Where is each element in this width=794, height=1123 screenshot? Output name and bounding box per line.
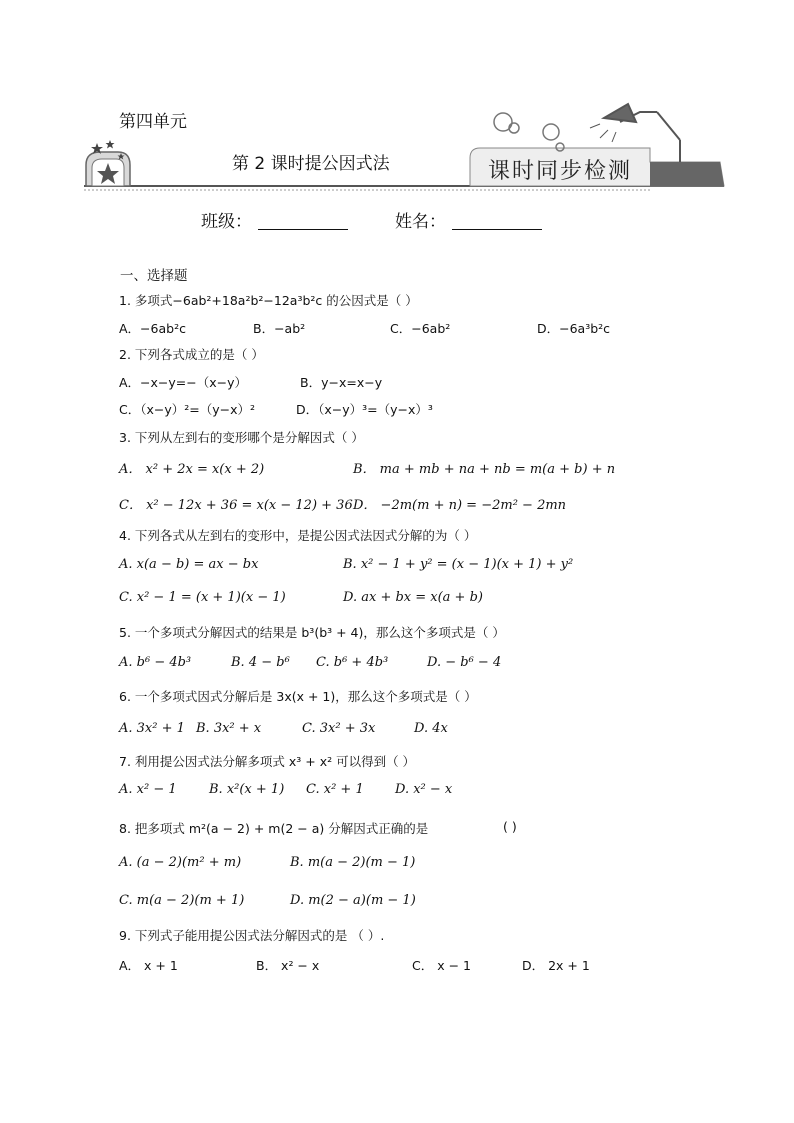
- bubbles-icon: [494, 113, 564, 151]
- header-banner: [0, 0, 794, 200]
- banner-title: 课时同步检测: [488, 159, 633, 184]
- option-c: C. 3x² + 3x: [302, 721, 376, 736]
- question-stem: 9. 下列式子能用提公因式法分解因式的是 （ ）.: [119, 928, 385, 943]
- option-d: D． 2x + 1: [522, 958, 590, 973]
- option-d: D. m(2 − a)(m − 1): [290, 893, 416, 908]
- option-b: B. m(a − 2)(m − 1): [290, 855, 416, 870]
- option-d: D. 4x: [414, 721, 448, 736]
- option-a: A. x² − 1: [119, 782, 177, 797]
- class-blank[interactable]: [258, 229, 348, 230]
- question-stem: 1. 多项式−6ab²+18a²b²−12a³b²c 的公因式是（ ）: [119, 293, 418, 308]
- section-title: 一、选择题: [120, 268, 188, 284]
- class-label: 班级：: [201, 212, 252, 232]
- option-b: B. x² − 1 + y² = (x − 1)(x + 1) + y²: [343, 557, 574, 572]
- option-a: A． x + 1: [119, 958, 178, 973]
- star-badge-icon: [86, 140, 130, 186]
- class-field: [201, 207, 348, 232]
- question-stem: 4. 下列各式从左到右的变形中，是提公因式法因式分解的为（ ）: [119, 528, 477, 543]
- option-a: A． x² + 2x = x(x + 2): [119, 462, 265, 477]
- option-a: A. b⁶ − 4b³: [119, 655, 192, 670]
- option-d: D．（x−y）³=（y−x）³: [296, 402, 433, 417]
- option-c: C． x − 1: [412, 958, 471, 973]
- option-b: B． ma + mb + na + nb = m(a + b) + n: [353, 462, 616, 477]
- option-b: B．−ab²: [253, 321, 306, 336]
- option-d: D. ax + bx = x(a + b): [343, 590, 483, 605]
- option-c: C. x² − 1 = (x + 1)(x − 1): [119, 590, 286, 605]
- option-d: D． −2m(m + n) = −2m² − 2mn: [353, 498, 567, 513]
- option-c: C．−6ab²: [390, 321, 451, 336]
- option-b: B. 3x² + x: [196, 721, 262, 736]
- option-a: A．−6ab²c: [119, 321, 186, 336]
- option-a: A．−x−y=−（x−y）: [119, 375, 248, 390]
- option-c: C. b⁶ + 4b³: [316, 655, 389, 670]
- unit-label: 第四单元: [119, 112, 187, 132]
- option-b: B. x²(x + 1): [209, 782, 285, 797]
- name-label: 姓名：: [395, 212, 446, 232]
- option-c: C. m(a − 2)(m + 1): [119, 893, 245, 908]
- option-b: B． x² − x: [256, 958, 320, 973]
- name-blank[interactable]: [452, 229, 542, 230]
- question-stem: 7. 利用提公因式法分解多项式 x³ + x² 可以得到（ ）: [119, 754, 416, 769]
- name-field: [395, 207, 542, 232]
- option-a: A. (a − 2)(m² + m): [119, 855, 242, 870]
- option-d: D. x² − x: [395, 782, 453, 797]
- answer-paren: ( ): [503, 819, 517, 834]
- option-c: C． x² − 12x + 36 = x(x − 12) + 36: [119, 498, 353, 513]
- option-a: A. x(a − b) = ax − bx: [119, 557, 259, 572]
- option-c: C．（x−y）²=（y−x）²: [119, 402, 256, 417]
- lesson-title: 第 2 课时提公因式法: [232, 154, 390, 174]
- option-d: D. − b⁶ − 4: [427, 655, 502, 670]
- option-d: D．−6a³b²c: [537, 321, 611, 336]
- question-stem: 2. 下列各式成立的是（ ）: [119, 347, 264, 362]
- question-stem: 5. 一个多项式分解因式的结果是 b³(b³ + 4)，那么这个多项式是（ ）: [119, 625, 505, 640]
- option-c: C. x² + 1: [306, 782, 364, 797]
- question-stem: 8. 把多项式 m²(a − 2) + m(2 − a) 分解因式正确的是: [119, 821, 429, 836]
- question-stem: 3. 下列从左到右的变形哪个是分解因式（ ）: [119, 430, 364, 445]
- option-a: A. 3x² + 1: [119, 721, 185, 736]
- option-b: B．y−x=x−y: [300, 375, 383, 390]
- option-b: B. 4 − b⁶: [231, 655, 290, 670]
- question-stem: 6. 一个多项式因式分解后是 3x(x + 1)，那么这个多项式是（ ）: [119, 689, 477, 704]
